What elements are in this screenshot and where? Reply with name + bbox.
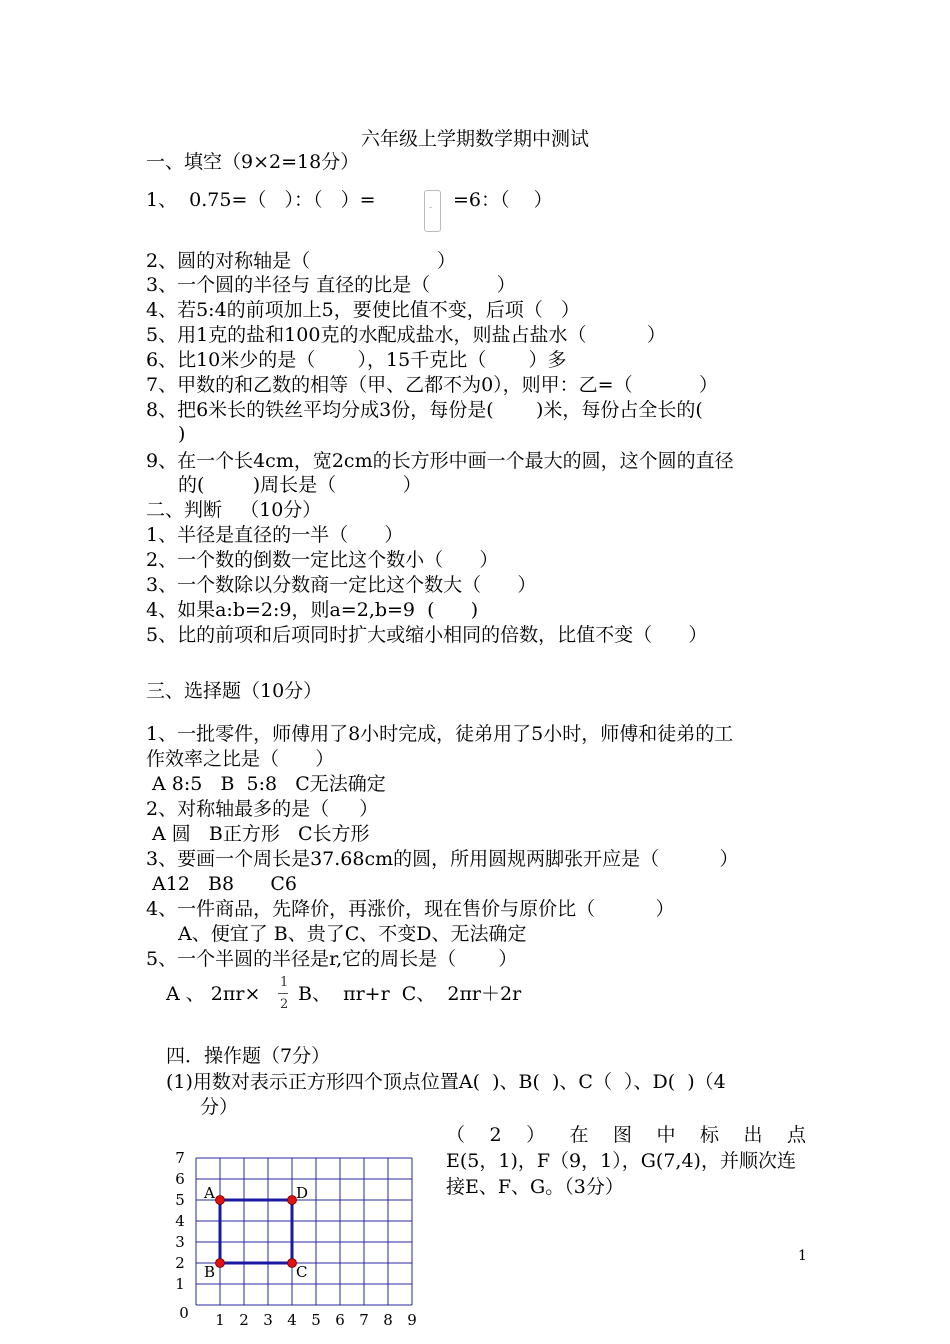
vertex-label: C [296,1263,308,1281]
section3-heading: 三、选择题（10分） [146,680,323,702]
fraction-placeholder: - [424,190,441,232]
q1-9-cont: 的( )周长是（ ） [178,474,422,496]
y-tick-label: 3 [175,1233,185,1251]
q3-1: 1、一批零件，师傅用了8小时完成，徒弟用了5小时，师傅和徒弟的工 [146,723,734,745]
vertex-label: A [204,1184,215,1202]
q1-2: 2、圆的对称轴是（ ） [146,250,456,272]
x-tick-label: 4 [287,1311,297,1329]
q4-1-cont: 分） [200,1096,239,1118]
q1-8-cont: ) [178,423,186,445]
q1-7: 7、甲数的和乙数的相等（甲、乙都不为0），则甲：乙=（ ） [146,374,719,396]
square-outline [220,1200,292,1263]
q1-1: 1、 0.75=（ ）：（ ）= [146,189,376,211]
x-tick-label: 6 [335,1311,345,1329]
q3-3: 3、要画一个周长是37.68cm的圆，所用圆规两脚张开应是（ ） [146,848,739,870]
x-tick-label: 3 [263,1311,273,1329]
vertex-point [216,1196,225,1205]
x-tick-label: 7 [359,1311,369,1329]
y-tick-label: 1 [175,1275,185,1293]
q3-5-options-a: A 、 2πr× [166,983,261,1005]
q3-2-options: A 圆 B正方形 C长方形 [146,823,370,845]
page-title: 六年级上学期数学期中测试 [360,128,589,150]
q2-1: 1、半径是直径的一半（ ） [146,524,404,546]
q1-1-tail: =6：（ ） [453,189,553,211]
q4-1: (1)用数对表示正方形四个顶点位置A( )、B( )、C（ ）、D( )（4 [166,1071,726,1093]
q3-5-options-b: B、 πr+r C、 2πr＋2r [292,983,522,1005]
q2-2: 2、一个数的倒数一定比这个数小（ ） [146,549,499,571]
section1-heading: 一、填空（9×2=18分） [146,151,360,173]
y-tick-label: 2 [175,1254,185,1272]
q2-4: 4、如果a:b=2:9，则a=2,b=9 ( ) [146,599,479,621]
x-tick-label: 1 [215,1311,225,1329]
page-number: 1 [798,1248,807,1264]
vertex-label: B [204,1263,216,1281]
x-tick-label: 2 [239,1311,249,1329]
q3-2: 2、对称轴最多的是（ ） [146,798,379,820]
x-tick-label: 5 [311,1311,321,1329]
q3-4-options: A、便宜了 B、贵了C、不变D、无法确定 [178,923,527,945]
q2-5: 5、比的前项和后项同时扩大或缩小相同的倍数，比值不变（ ） [146,624,708,646]
coordinate-grid [168,1148,420,1338]
q1-3: 3、一个圆的半径与 直径的比是（ ） [146,274,516,296]
section2-heading: 二、判断 （10分） [146,499,322,521]
q3-3-options: A12 B8 C6 [146,873,297,895]
q4-2 [446,1122,806,1200]
x-tick-label: 8 [383,1311,393,1329]
vertex-label: D [296,1184,309,1202]
q3-1-options: A 8:5 B 5:8 C无法确定 [146,773,386,795]
q3-4: 4、一件商品，先降价，再涨价，现在售价与原价比（ ） [146,898,675,920]
origin-label: 0 [179,1304,189,1322]
half-numerator: 1 [280,975,289,990]
q1-8: 8、把6米长的铁丝平均分成3份，每份是( )米，每份占全长的( [146,399,703,421]
y-tick-label: 6 [175,1170,185,1188]
q1-6: 6、比10米少的是（ ），15千克比（ ）多 [146,349,567,371]
vertex-point [216,1259,225,1268]
x-tick-label: 9 [407,1311,417,1329]
q1-4: 4、若5:4的前项加上5，要使比值不变，后项（ ） [146,299,580,321]
y-tick-label: 7 [175,1149,185,1167]
half-denominator: 2 [280,997,289,1012]
q3-5: 5、一个半圆的半径是r,它的周长是（ ） [146,948,518,970]
q4-2-first-line: （2）在图中标出点 [446,1124,806,1146]
q2-3: 3、一个数除以分数商一定比这个数大（ ） [146,574,537,596]
y-tick-label: 5 [175,1191,185,1209]
q1-9: 9、在一个长4cm，宽2cm的长方形中画一个最大的圆，这个圆的直径 [146,450,734,472]
q1-5: 5、用1克的盐和100克的水配成盐水，则盐占盐水（ ） [146,324,666,346]
fraction-bar [278,993,288,994]
y-tick-label: 4 [175,1212,185,1230]
section4-heading: 四．操作题（7分） [166,1045,331,1067]
q3-1-cont: 作效率之比是（ ） [146,748,335,770]
q4-2-rest: E(5，1)，F（9，1），G(7,4)，并顺次连接E、F、G。（3分） [446,1150,796,1198]
